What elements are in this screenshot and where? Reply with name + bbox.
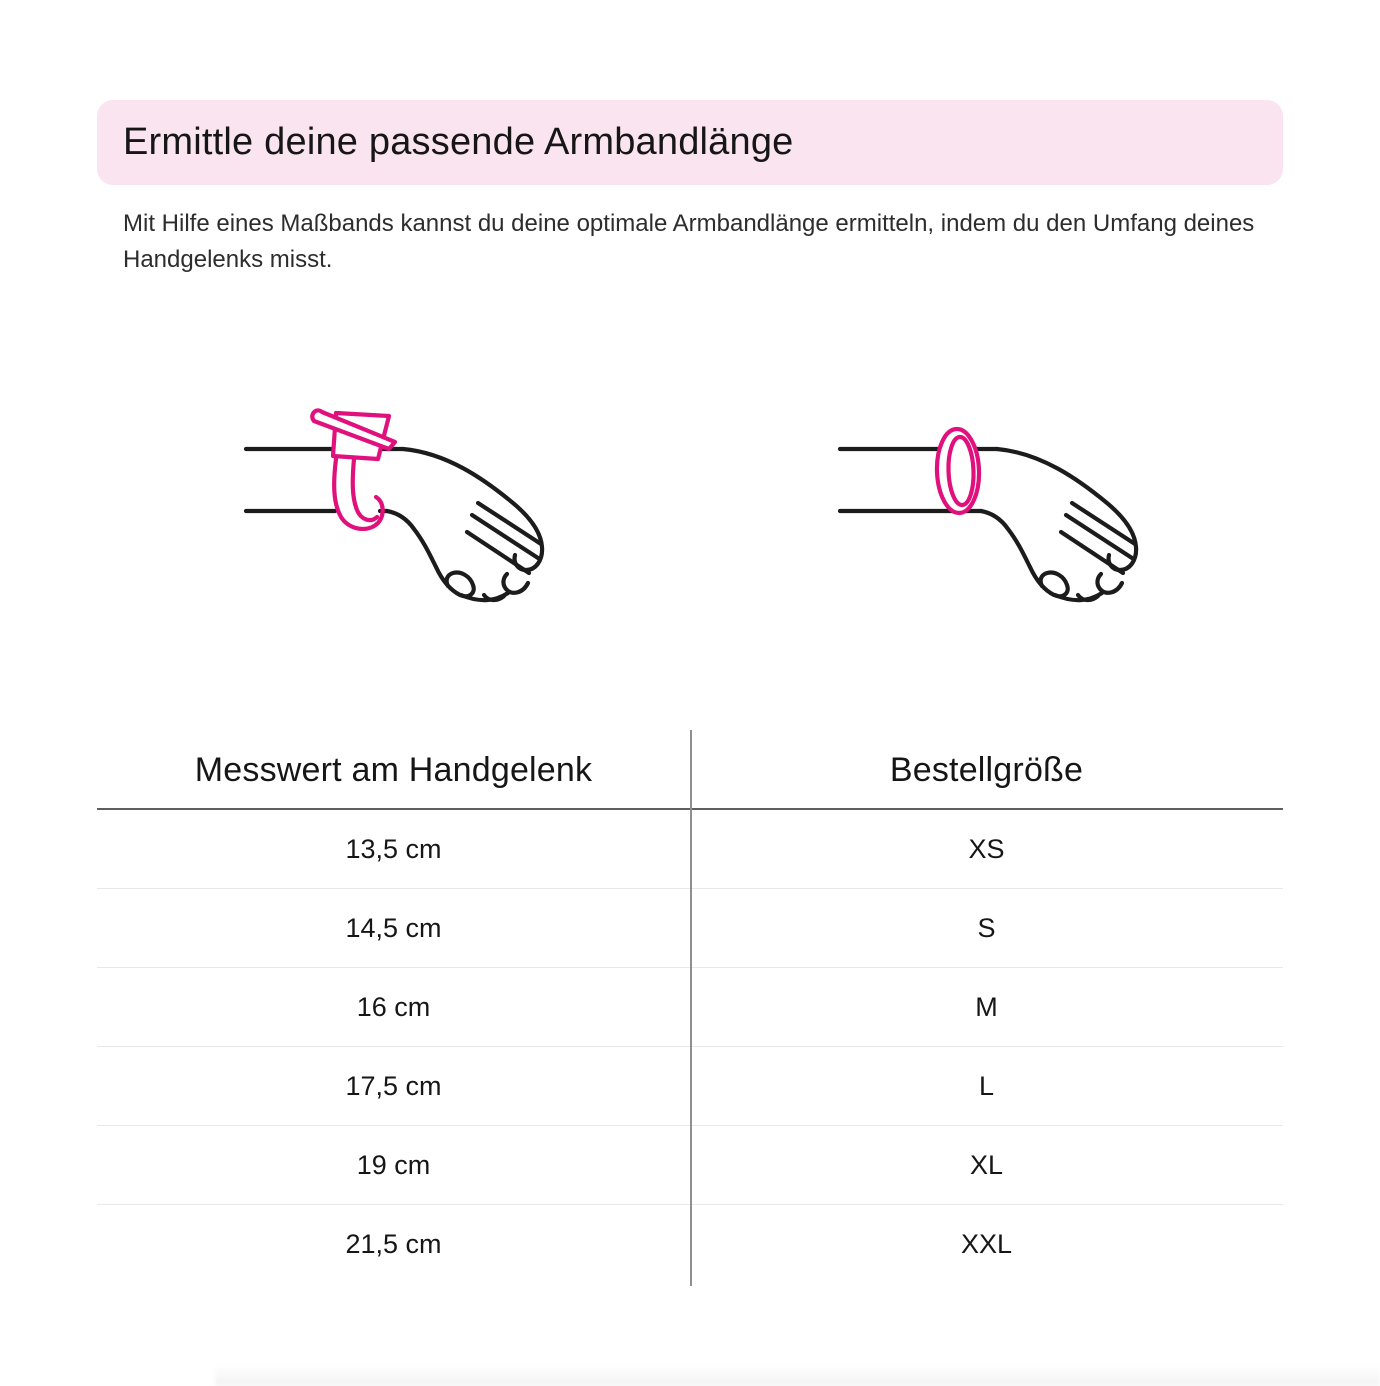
measurement-value: 17,5 cm bbox=[345, 1070, 442, 1101]
title-banner bbox=[97, 100, 1283, 185]
size-table bbox=[97, 732, 1283, 1284]
hand-with-bracelet-icon bbox=[834, 388, 1144, 620]
size-value: XXL bbox=[960, 1229, 1013, 1259]
measurement-value: 19 cm bbox=[356, 1149, 431, 1180]
column-header-size: Bestellgröße bbox=[889, 750, 1084, 789]
bottom-shadow bbox=[215, 1364, 1380, 1386]
column-divider bbox=[690, 730, 692, 1286]
column-header-measurement: Messwert am Handgelenk bbox=[194, 750, 593, 789]
size-value: M bbox=[975, 991, 998, 1022]
illustrations bbox=[0, 388, 1380, 623]
size-value: XS bbox=[968, 833, 1005, 864]
measurement-value: 16 cm bbox=[356, 991, 431, 1022]
hand-with-measuring-tape-icon bbox=[240, 388, 550, 620]
size-value: L bbox=[978, 1070, 995, 1101]
page-title: Ermittle deine passende Armbandlänge bbox=[123, 121, 794, 163]
size-value: S bbox=[977, 912, 996, 943]
intro-text: Mit Hilfe eines Maßbands kannst du deine optimale Armbandlänge ermitteln, indem du den Umfang deines Handgelenks misst. bbox=[123, 210, 1255, 273]
measurement-value: 13,5 cm bbox=[345, 833, 442, 864]
measurement-value: 14,5 cm bbox=[345, 912, 442, 943]
size-value: XL bbox=[969, 1149, 1004, 1180]
measurement-value: 21,5 cm bbox=[345, 1229, 442, 1259]
